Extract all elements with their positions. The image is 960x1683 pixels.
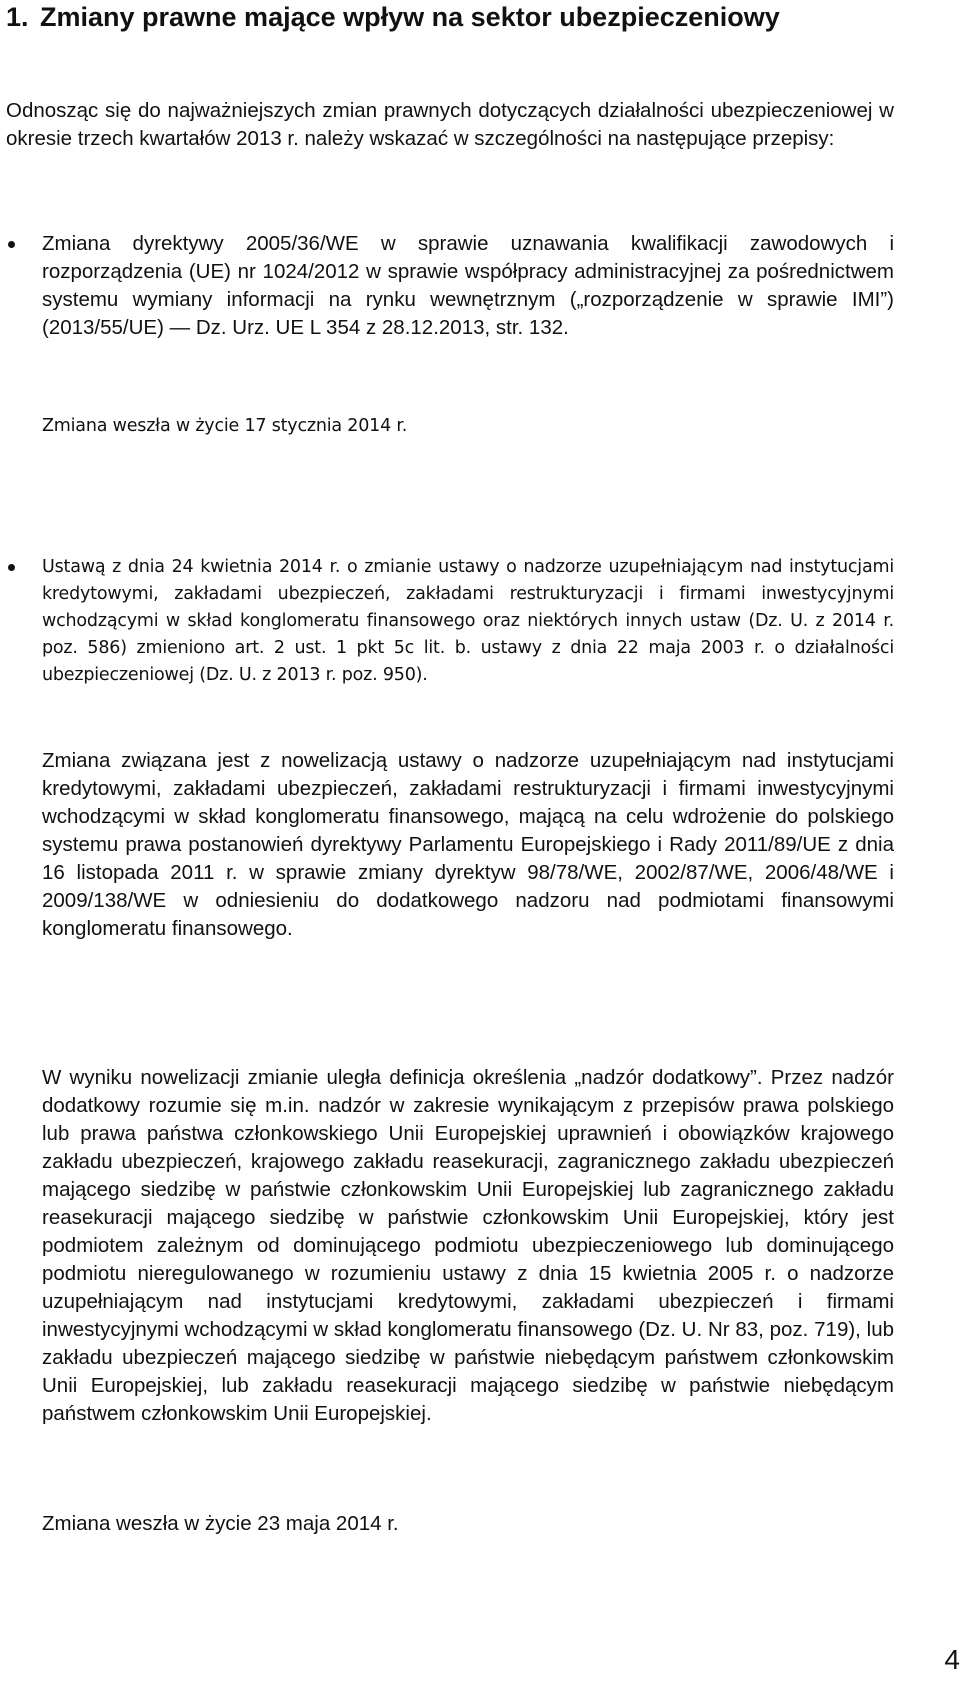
paragraph-supplementary-supervision: W wyniku nowelizacji zmianie uległa definicja określenia „nadzór dodatkowy”. Przez nadzór dodatkowy rozumie się m.in. nadzór w zakresie wynikającym z przepisów prawa polskiego lub prawa państwa członkowskiego Unii Europejskiej uprawnień i obowiązków krajowego zakładu ubezpieczeń, krajowego zakładu reasekuracji, zagranicznego zakładu ubezpieczeń mającego siedzibę w państwie członkowskim Unii Europejskiej lub zagranicznego zakładu reasekuracji mającego siedzibę w państwie członkowskim Unii Europejskiej, który jest podmiotem zależnym od dominującego podmiotu ubezpieczeniowego lub dominującego podmiotu nieregulowanego w rozumieniu ustawy z dnia 15 kwietnia 2005 r. o nadzorze uzupełniającym nad instytucjami kredytowymi, zakładami ubezpieczeń i firmami inwestycyjnymi wchodzącymi w skład konglomeratu finansowego (Dz. U. Nr 83, poz. 719), lub zakładu ubezpieczeń mającego siedzibę w państwie niebędącym państwem członkowskim Unii Europejskiej, lub zakładu reasekuracji mającego siedzibę w państwie niebędącym państwem członkowskim Unii Europejskiej. xyxy=(42,1066,894,1425)
page-number: 4 xyxy=(944,1644,960,1675)
list-item xyxy=(0,230,894,342)
section-title: Zmiany prawne mające wpływ na sektor ubezpieczeniowy xyxy=(40,2,780,32)
bullet-text-2: Ustawą z dnia 24 kwietnia 2014 r. o zmianie ustawy o nadzorze uzupełniającym nad instytucjami kredytowymi, zakładami ubezpieczeń, zakładami restrukturyzacji i firmami inwestycyjnymi wchodzącymi w skład konglomeratu finansowego oraz niektórych innych ustaw (Dz. U. z 2014 r. poz. 586) zmieniono art. 2 ust. 1 pkt 5c lit. b. ustawy z dnia 22 maja 2003 r. o działalności ubezpieczeniowej (Dz. U. z 2013 r. poz. 950). xyxy=(42,557,894,685)
intro-paragraph: Odnosząc się do najważniejszych zmian prawnych dotyczących działalności ubezpieczeniowej w okresie trzech kwartałów 2013 r. należy wskazać w szczególności na następujące przepisy: xyxy=(6,99,894,150)
bullet-icon xyxy=(8,241,15,248)
section-number: 1. xyxy=(6,2,29,32)
section-heading xyxy=(6,0,780,34)
effective-date-note-1: Zmiana weszła w życie 17 stycznia 2014 r. xyxy=(42,416,408,436)
effective-date-note-2: Zmiana weszła w życie 23 maja 2014 r. xyxy=(42,1512,399,1535)
bullet-icon xyxy=(8,564,15,571)
list-item xyxy=(0,554,894,689)
paragraph-amendment-context: Zmiana związana jest z nowelizacją ustawy o nadzorze uzupełniającym nad instytucjami kredytowymi, zakładami ubezpieczeń, zakładami restrukturyzacji i firmami inwestycyjnymi wchodzącymi w skład konglomeratu finansowego, mającą na celu wdrożenie do polskiego systemu prawa postanowień dyrektywy Parlamentu Europejskiego i Rady 2011/89/UE z dnia 16 listopada 2011 r. w sprawie zmiany dyrektyw 98/78/WE, 2002/87/WE, 2006/48/WE i 2009/138/WE w odniesieniu do dodatkowego nadzoru nad podmiotami finansowymi konglomeratu finansowego. xyxy=(42,749,894,940)
bullet-text-1: Zmiana dyrektywy 2005/36/WE w sprawie uznawania kwalifikacji zawodowych i rozporządzenia (UE) nr 1024/2012 w sprawie współpracy administracyjnej za pośrednictwem systemu wymiany informacji na rynku wewnętrznym („rozporządzenie w sprawie IMI”) (2013/55/UE) — Dz. Urz. UE L 354 z 28.12.2013, str. 132. xyxy=(42,232,894,339)
